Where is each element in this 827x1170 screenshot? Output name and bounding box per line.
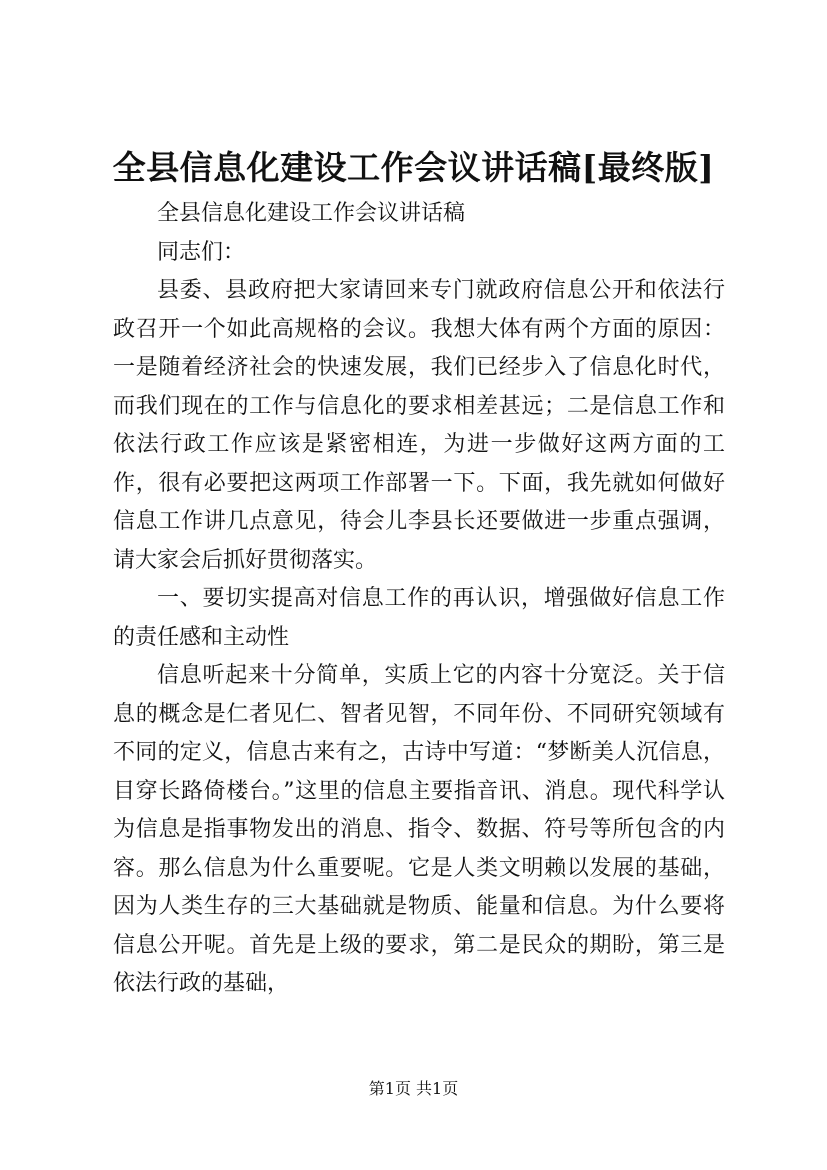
body-paragraph: 信息听起来十分简单，实质上它的内容十分宽泛。关于信息的概念是仁者见仁、智者见智，不同年份、不同研究领域有不同的定义，信息古来有之，古诗中写道：“梦断美人沉信息，目穿长路倚楼台。”这里的信息主要指音讯、消息。现代科学认为信息是指事物发出的消息、指令、数据、符号等所包含的内容。那么信息为什么重要呢。它是人类文明赖以发展的基础，因为人类生存的三大基础就是物质、能量和信息。为什么要将信息公开呢。首先是上级的要求，第二是民众的期盼，第三是依法行政的基础， bbox=[113, 663, 725, 996]
intro-paragraph: 县委、县政府把大家请回来专门就政府信息公开和依法行政召开一个如此高规格的会议。我想大体有两个方面的原因：一是随着经济社会的快速发展，我们已经步入了信息化时代，而我们现在的工作与信息化的要求相差甚远；二是信息工作和依法行政工作应该是紧密相连，为进一步做好这两方面的工作，很有必要把这两项工作部署一下。下面，我先就如何做好信息工作讲几点意见，待会儿李县长还要做进一步重点强调，请大家会后抓好贯彻落实。 bbox=[113, 278, 725, 573]
section-heading: 一、要切实提高对信息工作的再认识，增强做好信息工作的责任感和主动性 bbox=[113, 586, 725, 650]
salutation-paragraph: 同志们： bbox=[157, 239, 246, 265]
page-footer: 第1页 共1页 bbox=[368, 1079, 459, 1098]
document-body bbox=[113, 195, 725, 1004]
document-title: 全县信息化建设工作会议讲话稿[最终版] bbox=[112, 148, 715, 187]
subtitle-paragraph: 全县信息化建设工作会议讲话稿 bbox=[157, 201, 466, 226]
